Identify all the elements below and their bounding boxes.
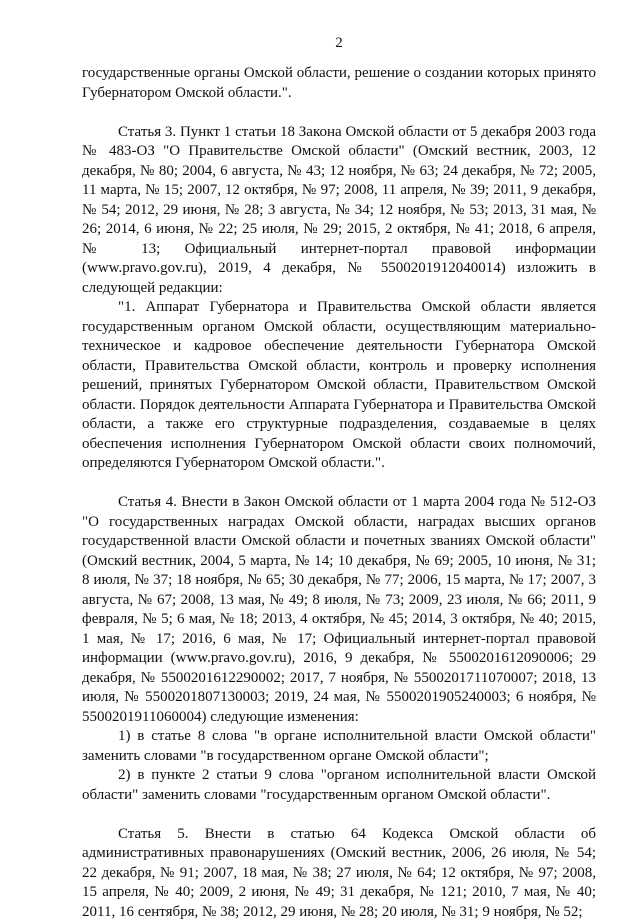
paragraph-gap <box>82 805 596 825</box>
paragraph-continuation: государственные органы Омской области, решение о создании которых принято Губернатором Омской области.". <box>82 64 596 103</box>
document-page <box>82 0 596 905</box>
document-body <box>82 64 596 922</box>
article-4-item-1: 1) в статье 8 слова "в органе исполнительной власти Омской области" заменить словами "в государственном органе Омской области"; <box>82 727 596 766</box>
article-4-paragraph: Статья 4. Внести в Закон Омской области от 1 марта 2004 года № 512-ОЗ "О государственных наградах Омской области, наградах высших органов государственной власти Омской области и почетных званиях Омской области" (Омский вестник, 2004, 5 марта, № 14; 10 декабря, № 69; 2005, 10 июня, № 31; 8 июля, № 37; 18 ноября, № 65; 30 декабря, № 77; 2006, 15 марта, № 17; 2007, 3 августа, № 67; 2008, 13 мая, № 49; 8 июля, № 73; 2009, 23 июля, № 66; 2011, 9 февраля, № 5; 6 мая, № 18; 2013, 4 октября, № 45; 2014, 3 октября, № 40; 2015, 1 мая, № 17; 2016, 6 мая, № 17; Официальный интернет-портал правовой информации (www.pravo.gov.ru), 2016, 9 декабря, № 5500201612090006; 29 декабря, № 5500201612290002; 2017, 7 ноября, № 5500201711070007; 2018, 13 июля, № 5500201807130003; 2019, 24 мая, № 5500201905240003; 6 ноября, № 5500201911060004) следующие изменения: <box>82 493 596 727</box>
article-3-quoted-text: "1. Аппарат Губернатора и Правительства Омской области является государственным органом Омской области, осуществляющим материально-техническое и кадровое обеспечение деятельности Губернатора Омской области, Правительства Омской области, контроль и проверку исполнения решений, принятых Губернатором Омской области, Правительством Омской области. Порядок деятельности Аппарата Губернатора и Правительства Омской области, а также его структурные подразделения, создаваемые в целях обеспечения исполнения Губернатором Омской области своих полномочий, определяются Губернатором Омской области.". <box>82 298 596 474</box>
paragraph-gap <box>82 103 596 123</box>
article-3-paragraph: Статья 3. Пункт 1 статьи 18 Закона Омской области от 5 декабря 2003 года № 483-ОЗ "О Правительстве Омской области" (Омский вестник, 2003, 12 декабря, № 80; 2004, 6 августа, № 43; 12 ноября, № 63; 24 декабря, № 72; 2005, 11 марта, № 15; 2007, 12 октября, № 97; 2008, 11 апреля, № 39; 2011, 9 декабря, № 54; 2012, 29 июня, № 28; 3 августа, № 34; 12 ноября, № 53; 2013, 31 мая, № 26; 2014, 6 июня, № 22; 25 июля, № 29; 2015, 2 октября, № 41; 2018, 6 апреля, № 13; Официальный интернет-портал правовой информации (www.pravo.gov.ru), 2019, 4 декабря, № 5500201912040014) изложить в следующей редакции: <box>82 123 596 299</box>
article-4-item-2: 2) в пункте 2 статьи 9 слова "органом исполнительной власти Омской области" заменить словами "государственным органом Омской области". <box>82 766 596 805</box>
article-5-paragraph: Статья 5. Внести в статью 64 Кодекса Омской области об административных правонарушениях (Омский вестник, 2006, 26 июля, № 54; 22 декабря, № 91; 2007, 18 мая, № 38; 27 июля, № 64; 12 октября, № 97; 2008, 15 апреля, № 40; 2009, 2 июня, № 49; 31 декабря, № 121; 2010, 7 мая, № 40; 2011, 16 сентября, № 38; 2012, 29 июня, № 28; 20 июля, № 31; 9 ноября, № 52; <box>82 825 596 922</box>
paragraph-gap <box>82 474 596 494</box>
page-number: 2 <box>82 34 596 52</box>
